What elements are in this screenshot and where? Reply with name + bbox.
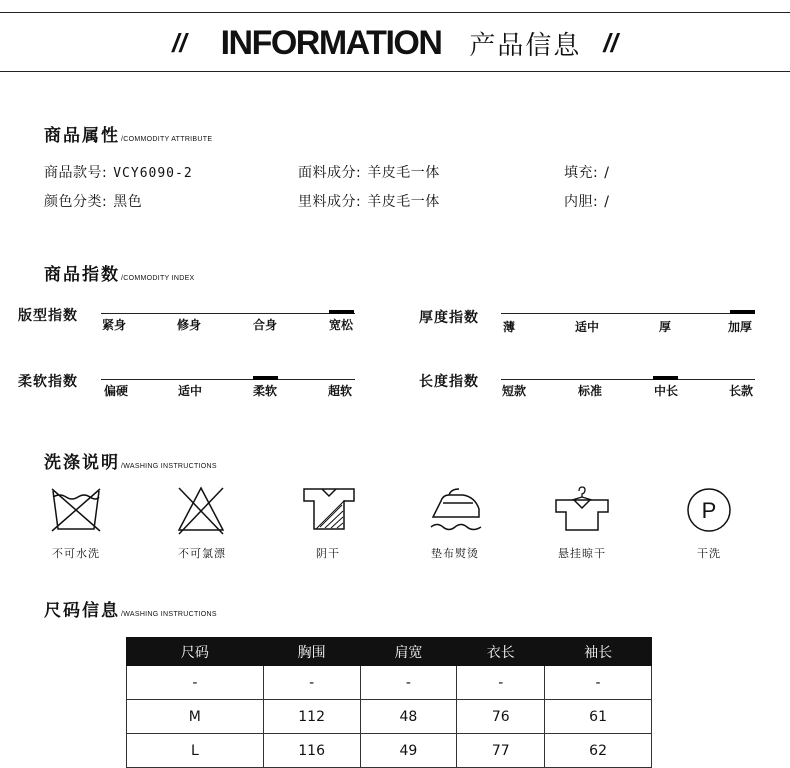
- attr-value: 黑色: [113, 194, 143, 210]
- index-marker-fit: [329, 310, 354, 314]
- index-option-selected: 加厚: [727, 320, 753, 334]
- shade-dry-icon: [302, 487, 356, 531]
- attr-label: 内胆:: [564, 194, 599, 210]
- header-title-cn: 产品信息: [469, 30, 582, 61]
- header-title-en: INFORMATION: [220, 23, 442, 62]
- attr-label: 面料成分:: [298, 165, 362, 181]
- size-col-header: 胸围: [263, 638, 360, 666]
- index-label-length: 长度指数: [419, 374, 479, 390]
- index-option: 紧身: [101, 318, 127, 332]
- size-cell: M: [127, 700, 264, 734]
- size-table: [126, 637, 652, 768]
- index-title-en: /COMMODITY INDEX: [121, 275, 195, 282]
- index-line-length: [501, 379, 755, 380]
- wash-label: 阴干: [316, 547, 340, 560]
- table-row: [127, 734, 652, 768]
- size-cell: -: [360, 666, 457, 700]
- size-section-title: [44, 596, 217, 621]
- size-cell: 112: [263, 700, 360, 734]
- index-option-selected: 宽松: [328, 318, 354, 332]
- attr-inner: [564, 191, 609, 211]
- wash-label: 干洗: [697, 547, 721, 560]
- size-cell: -: [127, 666, 264, 700]
- index-marker-length: [653, 376, 678, 380]
- index-line-softness: [101, 379, 355, 380]
- washing-section-title: [44, 448, 217, 473]
- index-option: 修身: [176, 318, 202, 332]
- washing-title-cn: 洗涤说明: [44, 453, 120, 473]
- size-cell: -: [263, 666, 360, 700]
- no-bleach-icon: [175, 484, 227, 536]
- index-title-cn: 商品指数: [44, 265, 120, 285]
- index-option-selected: 柔软: [252, 384, 278, 398]
- size-cell: 77: [457, 734, 545, 768]
- size-cell: L: [127, 734, 264, 768]
- size-col-header: 衣长: [457, 638, 545, 666]
- index-option: 合身: [252, 318, 278, 332]
- attr-filling: [564, 162, 609, 182]
- size-cell: 61: [545, 700, 652, 734]
- index-option: 长款: [728, 384, 754, 398]
- size-cell: -: [457, 666, 545, 700]
- attr-value: 羊皮毛一体: [367, 194, 440, 210]
- size-col-header: 袖长: [545, 638, 652, 666]
- attr-fabric: [298, 162, 440, 182]
- size-cell: 49: [360, 734, 457, 768]
- index-option: 薄: [502, 320, 516, 334]
- table-row: [127, 666, 652, 700]
- index-option: 超软: [327, 384, 353, 398]
- attr-value: 羊皮毛一体: [367, 165, 440, 181]
- iron-with-cloth-icon: [429, 487, 483, 531]
- wash-label: 悬挂晾干: [558, 547, 606, 560]
- index-line-thickness: [501, 313, 755, 314]
- size-cell: -: [545, 666, 652, 700]
- attr-value: /: [604, 194, 610, 210]
- index-marker-softness: [253, 376, 278, 380]
- index-option-selected: 中长: [653, 384, 679, 398]
- size-title-en: /WASHING INSTRUCTIONS: [121, 611, 217, 618]
- no-wash-icon: [50, 487, 102, 533]
- index-label-fit: 版型指数: [18, 308, 78, 324]
- attr-style-number: [44, 162, 193, 182]
- dry-clean-icon: [686, 487, 732, 533]
- wash-label: 不可水洗: [52, 547, 100, 560]
- size-cell: 48: [360, 700, 457, 734]
- size-col-header: 尺码: [127, 638, 264, 666]
- index-marker-thickness: [730, 310, 755, 314]
- attributes-title-en: /COMMODITY ATTRIBUTE: [121, 136, 213, 143]
- size-table-header-row: [127, 638, 652, 666]
- attr-label: 填充:: [564, 165, 599, 181]
- index-option: 适中: [574, 320, 600, 334]
- index-option: 适中: [177, 384, 203, 398]
- size-col-header: 肩宽: [360, 638, 457, 666]
- index-option: 偏硬: [103, 384, 129, 398]
- index-option: 标准: [577, 384, 603, 398]
- size-cell: 76: [457, 700, 545, 734]
- hang-dry-icon: [554, 486, 610, 532]
- index-option: 短款: [501, 384, 527, 398]
- wash-label: 不可氯漂: [178, 547, 226, 560]
- attributes-section-title: [44, 121, 212, 146]
- size-title-cn: 尺码信息: [44, 601, 120, 621]
- attr-label: 商品款号:: [44, 165, 108, 181]
- table-row: [127, 700, 652, 734]
- index-line-fit: [101, 313, 355, 314]
- index-label-softness: 柔软指数: [18, 374, 78, 390]
- attr-lining: [298, 191, 440, 211]
- index-option: 厚: [658, 320, 672, 334]
- wash-label: 垫布熨烫: [431, 547, 479, 560]
- attr-value: VCY6090-2: [113, 166, 193, 181]
- header-title-row: [0, 13, 790, 73]
- size-cell: 116: [263, 734, 360, 768]
- header-slash-left: //: [172, 27, 187, 58]
- washing-title-en: /WASHING INSTRUCTIONS: [121, 463, 217, 470]
- attr-label: 里料成分:: [298, 194, 362, 210]
- size-cell: 62: [545, 734, 652, 768]
- header-band: [0, 12, 790, 72]
- index-section-title: [44, 260, 195, 285]
- header-slash-right: //: [603, 27, 618, 58]
- attr-value: /: [604, 165, 610, 181]
- attributes-title-cn: 商品属性: [44, 126, 120, 146]
- attr-color: [44, 191, 142, 211]
- attr-label: 颜色分类:: [44, 194, 108, 210]
- dry-clean-symbol: P: [701, 498, 717, 523]
- index-label-thickness: 厚度指数: [419, 310, 479, 326]
